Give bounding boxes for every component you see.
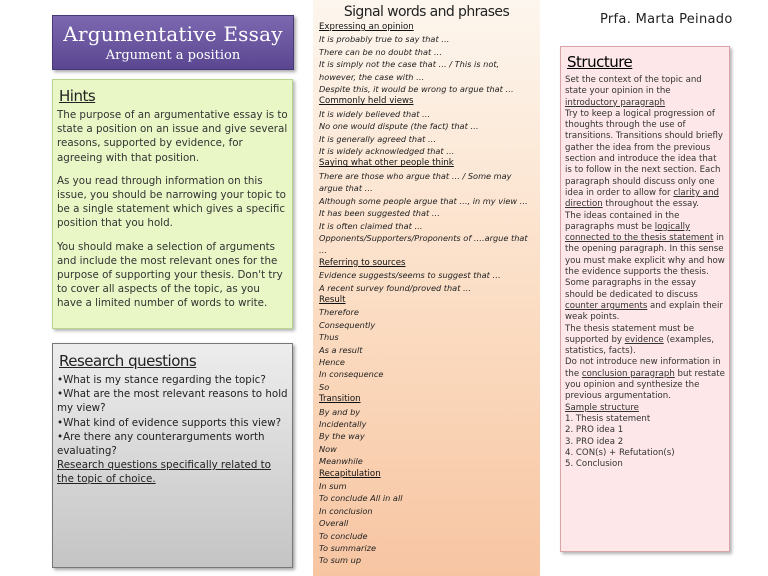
phrase: argue that … (319, 183, 373, 194)
structure-heading: Structure (567, 53, 633, 71)
structure-paragraph: Try to keep a logical progression of thoughts through the use of transitions. Transitions should briefly gather the idea from the previous section and introduce the idea that is to follow in the next section. Each paragraph should discuss only one idea in order to allow for clarity and direction throughout the essay. (565, 108, 724, 210)
structure-paragraph: Some paragraphs in the essay should be dedicated to discuss counter arguments and explain their weak points. (565, 278, 723, 323)
keyword: counter arguments (565, 300, 648, 311)
phrase: So (319, 381, 330, 392)
phrase: Although some people argue that …, in my view … (319, 195, 528, 206)
phrase: In consequence (319, 369, 384, 380)
phrase: It is widely acknowledged that … (319, 146, 455, 157)
phrase: Overall (319, 518, 349, 529)
hints-box (52, 79, 293, 329)
section-heading: Result (319, 294, 346, 305)
title-banner (52, 15, 294, 70)
research-link[interactable]: Research questions specifically related to the topic of choice. (57, 459, 271, 486)
structure-step: 2. PRO idea 1 (565, 425, 624, 436)
hints-paragraph: As you read through information on this issue, you should be narrowing your topic to be a single statement which gives a specific position that you hold. (57, 174, 286, 230)
page-title: Argumentative Essay (63, 22, 283, 46)
phrase: No one would dispute (the fact) that … (319, 121, 479, 132)
section-heading: Commonly held views (319, 96, 414, 107)
structure-paragraph: The ideas contained in the paragraphs must be logically connected to the thesis statement in the opening paragraph. In this sense you must make explicit why and how the evidence supports the thesis. (565, 210, 725, 278)
phrase: By the way (319, 431, 365, 442)
author-name: Prfa. Marta Peinado (600, 12, 733, 27)
phrase: It is widely believed that … (319, 108, 431, 119)
research-item: •What is my stance regarding the topic? (57, 374, 266, 386)
phrase: To summarize (319, 543, 376, 554)
phrase: Hence (319, 356, 345, 367)
keyword: conclusion paragraph (581, 368, 675, 379)
research-item: •What are the most relevant reasons to hold my view? (57, 388, 288, 415)
structure-paragraph: The thesis statement must be supported by evidence (examples, statistics, facts). (565, 323, 715, 357)
keyword: logically connected to the thesis statement (565, 221, 714, 244)
hints-heading: Hints (59, 87, 96, 105)
research-heading: Research questions (59, 352, 197, 370)
research-questions-box (52, 343, 293, 568)
phrase: It is generally agreed that … (319, 133, 437, 144)
signal-words-column (313, 0, 540, 576)
structure-paragraph: Do not introduce new information in the conclusion paragraph but restate you opinion and synthesize the previous argumentation. (565, 357, 725, 402)
phrase: Despite this, it would be wrong to argue that … (319, 84, 514, 95)
phrase: By and by (319, 406, 361, 417)
structure-box (560, 46, 730, 552)
phrase: however, the case with … (319, 71, 425, 82)
phrase: To conclude All in all (319, 493, 403, 504)
structure-step: 5. Conclusion (565, 459, 623, 470)
phrase: Evidence suggests/seems to suggest that … (319, 270, 501, 281)
phrase: It is simply not the case that … / This is not, (319, 59, 500, 70)
phrase: There can be no doubt that … (319, 46, 443, 57)
research-item: •Are there any counterarguments worth evaluating? (57, 430, 265, 458)
keyword: evidence (624, 334, 664, 345)
structure-step: 4. CON(s) + Refutation(s) (565, 447, 675, 458)
section-heading: Expressing an opinion (319, 22, 414, 32)
structure-paragraph: Set the context of the topic and state your opinion in the introductory paragraph (565, 75, 702, 108)
phrase: Therefore (319, 307, 359, 318)
structure-step: 3. PRO idea 2 (565, 436, 624, 447)
phrase: Thus (319, 332, 339, 343)
phrase: To sum up (319, 555, 362, 566)
hints-paragraph: The purpose of an argumentative essay is to state a position on an issue and give several reasons, supported by evidence, for agreeing with that position. (57, 109, 288, 164)
hints-paragraph: You should make a selection of arguments and include the most relevant ones for the purpose of supporting your thesis. Don't try to cover all aspects of the topic, as you have a limited number of words to write. (57, 240, 283, 310)
phrase: Incidentally (319, 419, 367, 429)
section-heading: Recapitulation (319, 468, 381, 479)
phrase: Meanwhile (319, 456, 363, 467)
structure-step: 1. Thesis statement (565, 413, 651, 424)
phrase: … (319, 245, 328, 256)
phrase: In sum (319, 481, 347, 492)
section-heading: Transition (319, 394, 361, 405)
phrase: Opponents/Supporters/Proponents of ….argue that (319, 232, 528, 243)
phrase: In conclusion (319, 505, 373, 516)
page-subtitle: Argument a position (105, 48, 241, 63)
research-item: •What kind of evidence supports this view? (57, 416, 282, 429)
phrase: A recent survey found/proved that … (319, 282, 472, 293)
keyword: introductory paragraph (565, 97, 666, 108)
phrase: It is probably true to say that … (319, 34, 450, 45)
signal-title: Signal words and phrases (343, 4, 510, 20)
keyword: clarity and direction (565, 187, 719, 210)
section-heading: Referring to sources (319, 257, 406, 268)
sample-structure-heading: Sample structure (565, 402, 639, 413)
phrase: There are those who argue that … / Some may (319, 170, 512, 181)
phrase: As a result (319, 344, 363, 355)
phrase: It is often claimed that … (319, 220, 423, 231)
section-heading: Saying what other people think (319, 158, 454, 169)
phrase: Consequently (319, 319, 376, 330)
phrase: To conclude (319, 530, 368, 541)
phrase: It has been suggested that … (319, 208, 440, 219)
phrase: Now (319, 443, 337, 454)
